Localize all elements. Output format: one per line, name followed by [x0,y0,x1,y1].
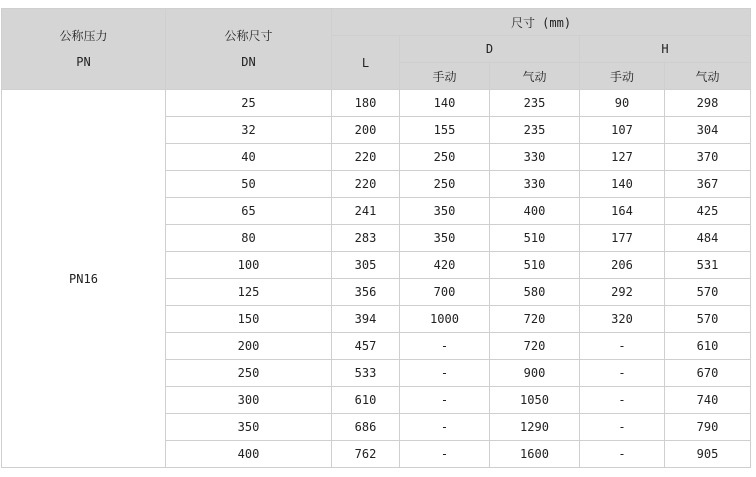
dimension-table [1,8,751,468]
table-header [2,9,751,90]
cell-D-manual: - [400,441,490,468]
cell-L: 356 [332,279,400,306]
cell-H-pneumatic: 298 [665,90,751,117]
cell-dn: 250 [166,360,332,387]
cell-H-pneumatic: 370 [665,144,751,171]
cell-D-manual: - [400,414,490,441]
cell-dn: 65 [166,198,332,225]
col-D-manual-header: 手动 [400,63,490,90]
cell-D-manual: 420 [400,252,490,279]
cell-D-pneumatic: 1600 [490,441,580,468]
cell-dn: 150 [166,306,332,333]
size-header-title: 公称尺寸 [224,29,273,43]
cell-H-manual: 177 [580,225,665,252]
cell-D-pneumatic: 580 [490,279,580,306]
cell-D-pneumatic: 330 [490,144,580,171]
table-body [2,90,751,468]
cell-D-pneumatic: 720 [490,306,580,333]
cell-dn: 40 [166,144,332,171]
cell-D-pneumatic: 510 [490,225,580,252]
col-H-manual-header: 手动 [580,63,665,90]
cell-D-manual: 155 [400,117,490,144]
cell-H-pneumatic: 610 [665,333,751,360]
cell-D-manual: 1000 [400,306,490,333]
cell-D-pneumatic: 235 [490,90,580,117]
cell-D-manual: 250 [400,171,490,198]
cell-H-manual: - [580,333,665,360]
col-D-header: D [400,36,580,63]
table-row [2,90,751,117]
cell-H-manual: 206 [580,252,665,279]
cell-dn: 400 [166,441,332,468]
cell-H-pneumatic: 367 [665,171,751,198]
cell-dn: 300 [166,387,332,414]
cell-D-pneumatic: 1050 [490,387,580,414]
cell-D-pneumatic: 510 [490,252,580,279]
cell-H-pneumatic: 905 [665,441,751,468]
cell-L: 180 [332,90,400,117]
cell-H-manual: 127 [580,144,665,171]
cell-L: 394 [332,306,400,333]
cell-D-pneumatic: 900 [490,360,580,387]
cell-H-pneumatic: 304 [665,117,751,144]
cell-H-pneumatic: 740 [665,387,751,414]
cell-D-manual: - [400,333,490,360]
cell-L: 762 [332,441,400,468]
cell-L: 241 [332,198,400,225]
cell-dn: 50 [166,171,332,198]
cell-H-manual: 164 [580,198,665,225]
cell-H-manual: - [580,360,665,387]
pressure-header-title: 公称压力 [59,29,108,43]
cell-H-manual: 90 [580,90,665,117]
cell-dn: 32 [166,117,332,144]
col-H-header: H [580,36,751,63]
dims-header: 尺寸 (mm) [332,9,751,36]
cell-L: 220 [332,144,400,171]
cell-H-manual: 107 [580,117,665,144]
cell-D-manual: - [400,360,490,387]
cell-L: 457 [332,333,400,360]
cell-H-pneumatic: 570 [665,279,751,306]
size-header-sub: DN [241,55,256,69]
cell-D-manual: - [400,387,490,414]
pressure-header [2,9,166,90]
cell-dn: 100 [166,252,332,279]
cell-D-manual: 350 [400,198,490,225]
cell-H-manual: 140 [580,171,665,198]
cell-H-pneumatic: 425 [665,198,751,225]
cell-dn: 200 [166,333,332,360]
cell-D-manual: 250 [400,144,490,171]
cell-dn: 25 [166,90,332,117]
cell-L: 220 [332,171,400,198]
cell-H-pneumatic: 484 [665,225,751,252]
cell-H-manual: - [580,387,665,414]
cell-L: 283 [332,225,400,252]
cell-H-pneumatic: 531 [665,252,751,279]
cell-L: 610 [332,387,400,414]
cell-H-manual: - [580,441,665,468]
col-L-header: L [332,36,400,90]
col-D-pneumatic-header: 气动 [490,63,580,90]
cell-D-manual: 700 [400,279,490,306]
cell-H-pneumatic: 670 [665,360,751,387]
cell-dn: 350 [166,414,332,441]
cell-H-pneumatic: 790 [665,414,751,441]
cell-L: 533 [332,360,400,387]
cell-L: 686 [332,414,400,441]
cell-D-manual: 350 [400,225,490,252]
pressure-header-sub: PN [76,55,91,69]
cell-D-pneumatic: 400 [490,198,580,225]
col-H-pneumatic-header: 气动 [665,63,751,90]
cell-D-pneumatic: 1290 [490,414,580,441]
cell-L: 200 [332,117,400,144]
cell-H-manual: - [580,414,665,441]
size-header [166,9,332,90]
cell-L: 305 [332,252,400,279]
cell-D-pneumatic: 720 [490,333,580,360]
cell-dn: 80 [166,225,332,252]
cell-D-pneumatic: 330 [490,171,580,198]
cell-H-pneumatic: 570 [665,306,751,333]
cell-dn: 125 [166,279,332,306]
cell-H-manual: 292 [580,279,665,306]
cell-D-manual: 140 [400,90,490,117]
cell-pn: PN16 [2,90,166,468]
cell-H-manual: 320 [580,306,665,333]
cell-D-pneumatic: 235 [490,117,580,144]
